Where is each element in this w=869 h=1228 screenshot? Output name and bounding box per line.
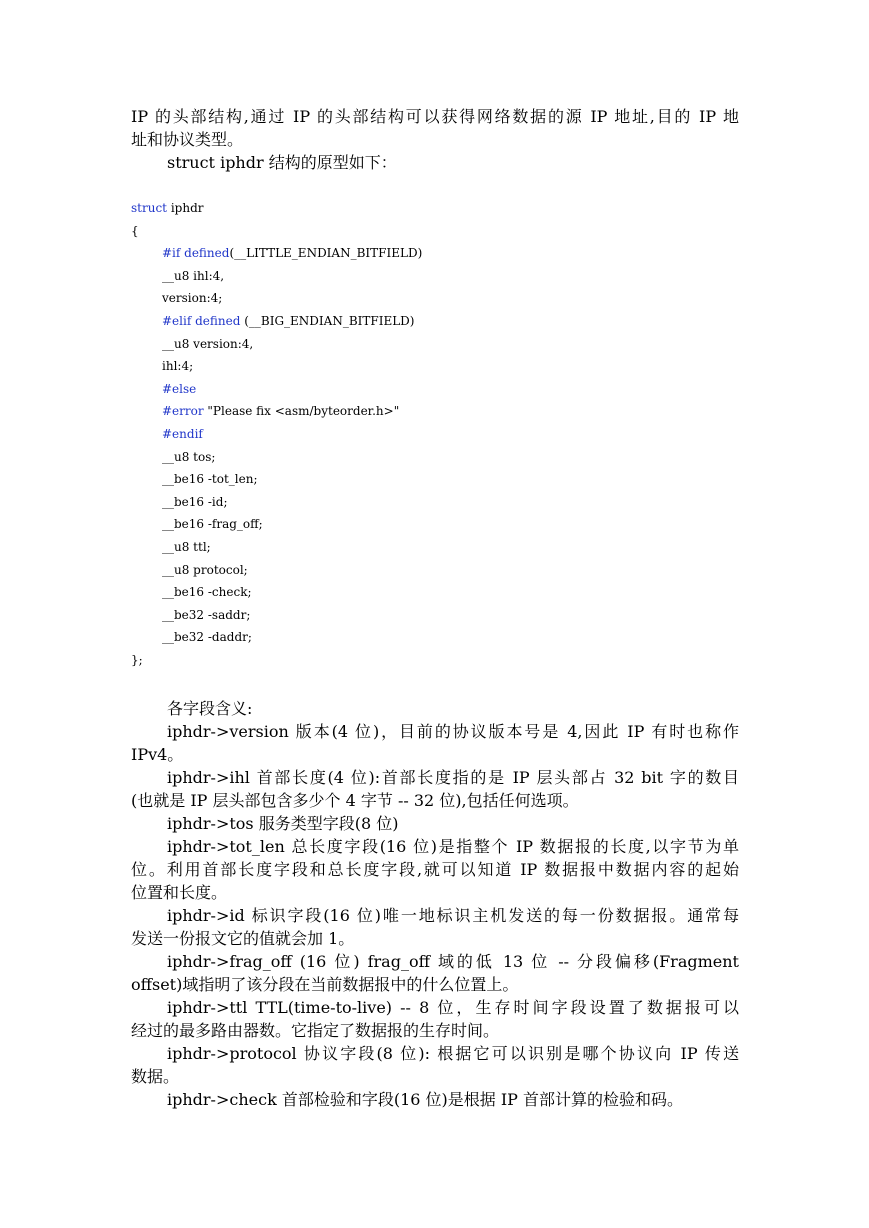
code-line	[131, 400, 739, 423]
field-ttl-cont: 经过的最多路由器数。它指定了数据报的生存时间。	[131, 1021, 500, 1040]
intro-line: IP 的头部结构,通过 IP 的头部结构可以获得网络数据的源 IP 地址,目的 IP 地	[131, 107, 739, 126]
field-tot-len-cont: 位。利用首部长度字段和总长度字段,就可以知道 IP 数据报中数据内容的起始	[131, 860, 739, 879]
code-keyword: #elif defined	[162, 313, 241, 328]
code-line	[131, 242, 739, 265]
code-text: "Please fix <asm/byteorder.h>"	[203, 404, 400, 419]
code-line: __u8 ttl;	[162, 539, 211, 554]
code-line: __u8 version:4,	[162, 336, 254, 351]
field-version-cont: IPv4。	[131, 745, 184, 764]
field-version: iphdr->version 版本(4 位)，目前的协议版本号是 4,因此 IP 有时也称作	[167, 722, 739, 741]
code-line: __be16 -frag_off;	[162, 517, 263, 532]
code-line: version:4;	[162, 291, 223, 306]
code-keyword: #endif	[162, 426, 203, 441]
code-line: __u8 tos;	[162, 449, 216, 464]
code-text: iphdr	[167, 201, 204, 215]
code-line: __be16 -id;	[162, 494, 228, 509]
code-line: {	[131, 223, 139, 238]
field-frag-off-cont: offset)域指明了该分段在当前数据报中的什么位置上。	[131, 975, 519, 994]
code-text: (__BIG_ENDIAN_BITFIELD)	[240, 313, 415, 328]
field-check: iphdr->check 首部检验和字段(16 位)是根据 IP 首部计算的检验和码。	[167, 1090, 684, 1109]
code-line: __u8 ihl:4,	[162, 268, 225, 283]
code-keyword: struct	[131, 201, 167, 215]
code-text: (__LITTLE_ENDIAN_BITFIELD)	[229, 246, 423, 261]
field-tot-len: iphdr->tot_len 总长度字段(16 位)是指整个 IP 数据报的长度,以字节为单	[167, 837, 739, 856]
code-keyword: #else	[162, 381, 197, 396]
code-line: ihl:4;	[162, 359, 194, 374]
code-line: __be16 -tot_len;	[162, 472, 258, 487]
fields-section	[131, 697, 739, 1111]
field-id-cont: 发送一份报文它的值就会加 1。	[131, 929, 355, 948]
fields-heading: 各字段含义:	[167, 699, 253, 718]
code-line	[131, 310, 739, 333]
field-protocol-cont: 数据。	[131, 1067, 180, 1086]
field-tos: iphdr->tos 服务类型字段(8 位)	[167, 814, 399, 833]
intro-paragraph	[131, 105, 739, 174]
intro-line: struct iphdr 结构的原型如下：	[167, 153, 397, 172]
field-ihl-cont: (也就是 IP 层头部包含多少个 4 字节 -- 32 位),包括任何选项。	[131, 791, 579, 810]
field-id: iphdr->id 标识字段(16 位)唯一地标识主机发送的每一份数据报。通常每	[167, 906, 739, 925]
code-line: __u8 protocol;	[162, 562, 248, 577]
field-ihl: iphdr->ihl 首部长度(4 位):首部长度指的是 IP 层头部占 32 bit 字的数目	[167, 768, 739, 787]
code-line: __be32 -daddr;	[162, 630, 252, 645]
intro-line: 址和协议类型。	[131, 130, 244, 149]
code-line: __be16 -check;	[162, 585, 252, 600]
code-block	[131, 197, 739, 671]
field-ttl: iphdr->ttl TTL(time-to-live) -- 8 位，生存时间字段设置了数据报可以	[167, 998, 739, 1017]
field-protocol: iphdr->protocol 协议字段(8 位): 根据它可以识别是哪个协议向 IP 传送	[167, 1044, 739, 1063]
code-line	[131, 423, 739, 446]
field-frag-off: iphdr->frag_off (16 位) frag_off 域的低 13 位 -- 分段偏移(Fragment	[167, 952, 739, 971]
code-line: };	[131, 652, 143, 667]
code-keyword: #if defined	[162, 246, 230, 261]
code-keyword: #error	[162, 404, 204, 419]
code-line	[131, 197, 739, 220]
field-tot-len-cont: 位置和长度。	[131, 883, 228, 902]
code-line	[131, 378, 739, 401]
code-line: __be32 -saddr;	[162, 607, 251, 622]
